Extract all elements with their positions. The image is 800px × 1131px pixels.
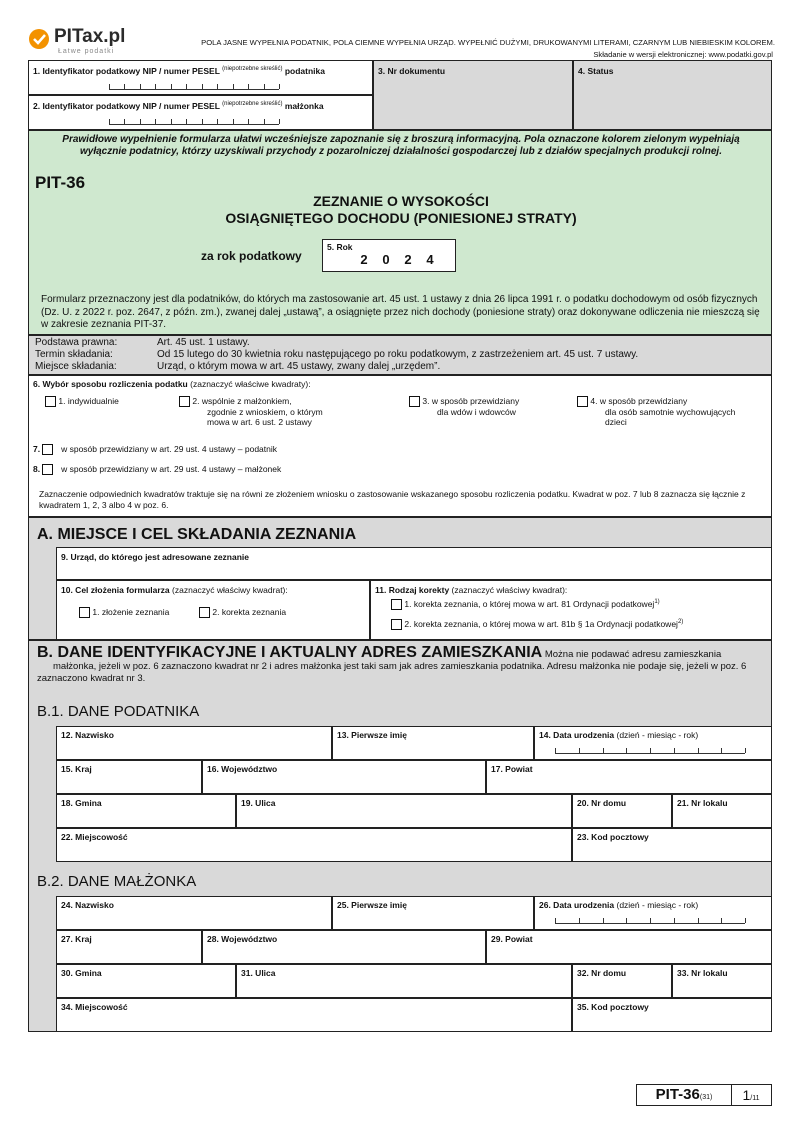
field-34-miejscowosc[interactable]: 34. Miejscowość bbox=[56, 998, 572, 1032]
tick-mark bbox=[279, 119, 280, 124]
option-korekta-81[interactable]: 1. korekta zeznania, o której mowa w art. 81 Ordynacji podatkowej$^{1)}$ bbox=[391, 599, 660, 610]
form-title-line2: OSIĄGNIĘTEGO DOCHODU (PONIESIONEJ STRATY) bbox=[225, 210, 577, 226]
nip-ticks bbox=[109, 118, 279, 125]
section-b2-title: B.2. DANE MAŁŻONKA bbox=[37, 873, 197, 890]
field-3-nr-dokumentu: 3. Nr dokumentu bbox=[373, 60, 573, 130]
checkbox[interactable] bbox=[199, 607, 210, 618]
tick-mark bbox=[217, 84, 218, 89]
legal-info: Podstawa prawna: Art. 45 ust. 1 ustawy. Termin składania: Od 15 lutego do 30 kwietnia roku następującego po roku podatkowym, z zastrzeżeniem art. 45 ust. 7 ustawy. Miejsce składania: Urząd, o którym mowa w art. 45 ustawy, zwany dalej „urzędem”. bbox=[28, 335, 772, 375]
field-20-nr-domu[interactable]: 20. Nr domu bbox=[572, 794, 672, 828]
checkbox[interactable] bbox=[42, 444, 53, 455]
tick-mark bbox=[626, 748, 627, 753]
tick-mark bbox=[745, 748, 746, 753]
field-30-gmina[interactable]: 30. Gmina bbox=[56, 964, 236, 998]
footer-form-code: PIT-36 bbox=[655, 1086, 700, 1103]
tick-mark bbox=[124, 119, 125, 124]
field-2-nip-malzonka[interactable]: 2. Identyfikator podatkowy NIP / numer PESEL $^{(niepotrzebne skreślić)}$ małżonka bbox=[28, 95, 373, 130]
tick-mark bbox=[140, 119, 141, 124]
tick-mark bbox=[233, 84, 234, 89]
checkbox[interactable] bbox=[45, 396, 56, 407]
tick-mark bbox=[171, 119, 172, 124]
tick-mark bbox=[579, 918, 580, 923]
checkbox[interactable] bbox=[179, 396, 190, 407]
logo-subtitle: Łatwe podatki bbox=[58, 48, 115, 55]
field-23-kod-pocztowy[interactable]: 23. Kod pocztowy bbox=[572, 828, 772, 862]
date-ticks bbox=[555, 917, 745, 924]
year-label: za rok podatkowy bbox=[201, 249, 302, 263]
header-electronic: Składanie w wersji elektronicznej: www.podatki.gov.pl bbox=[593, 50, 773, 59]
field-7-podatnik[interactable]: 7. w sposób przewidziany w art. 29 ust. 4 ustawy – podatnik bbox=[33, 444, 278, 454]
footer-form-id bbox=[636, 1084, 772, 1106]
nip-ticks bbox=[109, 83, 279, 90]
field-26-data-urodzenia[interactable]: 26. Data urodzenia (dzień - miesiąc - rok) bbox=[534, 896, 772, 930]
tick-mark bbox=[721, 918, 722, 923]
tick-mark bbox=[698, 748, 699, 753]
tick-mark bbox=[650, 918, 651, 923]
logo-mark-icon bbox=[28, 28, 50, 50]
tick-mark bbox=[650, 748, 651, 753]
tick-mark bbox=[248, 119, 249, 124]
section-a-title: A. MIEJSCE I CEL SKŁADANIA ZEZNANIA bbox=[37, 526, 357, 543]
checkbox[interactable] bbox=[577, 396, 588, 407]
header-instructions: POLA JASNE WYPEŁNIA PODATNIK, POLA CIEMNE WYPEŁNIA URZĄD. WYPEŁNIĆ DUŻYMI, DRUKOWANYMI LITERAMI, CZARNYM LUB NIEBIESKIM KOLOREM. bbox=[201, 38, 775, 47]
field-22-miejscowosc[interactable]: 22. Miejscowość bbox=[56, 828, 572, 862]
year-digit: 2 bbox=[360, 252, 368, 267]
tick-mark bbox=[279, 84, 280, 89]
tick-mark bbox=[124, 84, 125, 89]
tick-mark bbox=[140, 84, 141, 89]
field-21-nr-lokalu[interactable]: 21. Nr lokalu bbox=[672, 794, 772, 828]
tick-mark bbox=[264, 119, 265, 124]
tick-mark bbox=[109, 119, 110, 124]
year-digit: 0 bbox=[382, 252, 390, 267]
choice-note: Zaznaczenie odpowiednich kwadratów traktuje się na równi ze złożeniem wniosku o zastosowanie wskazanego sposobu rozliczenia podatku. Kwadrat w poz. 7 lub 8 zaznacza się łącznie z kwadratem 1, 2, 3 albo 4 w poz. 6. bbox=[39, 489, 746, 510]
field-11-rodzaj-korekty: 11. Rodzaj korekty (zaznaczyć właściwy kwadrat): 1. korekta zeznania, o której mowa w art. 81 Ordynacji podatkowej$^{1)}$ 2. korekta zeznania, o której mowa w art. 81b § 1a Ordynacji podatkowej$^{2)}$ bbox=[370, 580, 772, 640]
field-1-nip-podatnika[interactable]: 1. Identyfikator podatkowy NIP / numer PESEL $^{(niepotrzebne skreślić)}$ podatnika bbox=[28, 60, 373, 95]
form-title-line1: ZEZNANIE O WYSOKOŚCI bbox=[313, 193, 489, 209]
tick-mark bbox=[579, 748, 580, 753]
tick-mark bbox=[555, 918, 556, 923]
date-ticks bbox=[555, 747, 745, 754]
form-description: Formularz przeznaczony jest dla podatników, do których ma zastosowanie art. 45 ust. 1 ustawy z dnia 26 lipca 1991 r. o podatku dochodowym od osób fizycznych (Dz. U. z 2022 r. poz. 2647, z późn. zm.), zwanej dalej „ustawą”, a osiągnięte przez nich dochody (poniesione straty) oraz dokonywane odliczenia nie mieszczą się w zakresie zeznania PIT-37. bbox=[41, 294, 760, 330]
checkbox[interactable] bbox=[79, 607, 90, 618]
field-18-gmina[interactable]: 18. Gmina bbox=[56, 794, 236, 828]
tick-mark bbox=[555, 748, 556, 753]
field-17-powiat[interactable]: 17. Powiat bbox=[486, 760, 772, 794]
field-12-nazwisko[interactable]: 12. Nazwisko bbox=[56, 726, 332, 760]
option-3-wdowcy[interactable]: 3. w sposób przewidziany dla wdów i wdowców bbox=[409, 396, 519, 417]
checkbox[interactable] bbox=[391, 599, 402, 610]
green-info-block bbox=[28, 130, 772, 335]
tick-mark bbox=[155, 119, 156, 124]
tick-mark bbox=[202, 84, 203, 89]
option-korekta[interactable]: 2. korekta zeznania bbox=[199, 607, 286, 618]
section-b1-title: B.1. DANE PODATNIKA bbox=[37, 703, 200, 720]
field-27-kraj[interactable]: 27. Kraj bbox=[56, 930, 202, 964]
option-korekta-81b[interactable]: 2. korekta zeznania, o której mowa w art. 81b § 1a Ordynacji podatkowej$^{2)}$ bbox=[391, 619, 683, 630]
field-13-imie[interactable]: 13. Pierwsze imię bbox=[332, 726, 534, 760]
field-16-wojewodztwo[interactable]: 16. Województwo bbox=[202, 760, 486, 794]
checkbox[interactable] bbox=[42, 464, 53, 475]
tick-mark bbox=[248, 84, 249, 89]
tick-mark bbox=[171, 84, 172, 89]
tick-mark bbox=[674, 918, 675, 923]
logo bbox=[28, 24, 138, 60]
option-1-indywidualnie[interactable]: 1. indywidualnie bbox=[45, 396, 119, 407]
field-9-urzad[interactable]: 9. Urząd, do którego jest adresowane zeznanie bbox=[56, 547, 772, 580]
tick-mark bbox=[626, 918, 627, 923]
year-digits bbox=[353, 252, 441, 267]
field-5-rok[interactable]: 5. Rok 2 0 2 4 bbox=[322, 239, 456, 272]
checkbox[interactable] bbox=[409, 396, 420, 407]
field-32-nr-domu[interactable]: 32. Nr domu bbox=[572, 964, 672, 998]
field-33-nr-lokalu[interactable]: 33. Nr lokalu bbox=[672, 964, 772, 998]
field-31-ulica[interactable]: 31. Ulica bbox=[236, 964, 572, 998]
section-b-header: B. DANE IDENTYFIKACYJNE I AKTUALNY ADRES ZAMIESZKANIA Można nie podawać adresu zamieszkania małżonka, jeżeli w poz. 6 zaznaczono kwadrat nr 2 i adres małżonka jest taki sam jak adres zamieszkania podatnika. Adresu małżonka nie podaje się, jeżeli w poz. 6 zaznaczono kwadrat nr 3. bbox=[37, 644, 747, 684]
field-29-powiat[interactable]: 29. Powiat bbox=[486, 930, 772, 964]
year-digit: 4 bbox=[426, 252, 434, 267]
field-25-imie[interactable]: 25. Pierwsze imię bbox=[332, 896, 534, 930]
tick-mark bbox=[186, 84, 187, 89]
year-digit: 2 bbox=[404, 252, 412, 267]
tick-mark bbox=[603, 748, 604, 753]
field-19-ulica[interactable]: 19. Ulica bbox=[236, 794, 572, 828]
tick-mark bbox=[674, 748, 675, 753]
form-code: PIT-36 bbox=[35, 173, 86, 192]
field-28-wojewodztwo[interactable]: 28. Województwo bbox=[202, 930, 486, 964]
tick-mark bbox=[264, 84, 265, 89]
tick-mark bbox=[721, 748, 722, 753]
field-8-malzonek[interactable]: 8. w sposób przewidziany w art. 29 ust. 4 ustawy – małżonek bbox=[33, 464, 282, 474]
field-6-sposob-rozliczenia: 6. Wybór sposobu rozliczenia podatku (zaznaczyć właściwe kwadraty): 1. indywidualnie 2. wspólnie z małżonkiem, zgodnie z wnioskiem, o którym mowa w art. 6 ust. 2 ustawy 3. w sposób przewidziany dla wdów i wdowców 4. w sposób przewidziany dla osób samotnie wychowujących dzieci 7. w sposób przewidziany w art. 29 ust. 4 ustawy – podatnik 8. w sposób przewidziany w art. 29 ust. 4 ustawy – małżonek Zaznaczenie odpowiednich kwadratów traktuje się na równi ze złożeniem wniosku o zastosowanie wskazanego sposobu rozliczenia podatku. Kwadrat w poz. 7 lub 8 zaznacza się łącznie z kwadratem 1, 2, 3 albo 4 w poz. 6. bbox=[28, 375, 772, 517]
logo-text: PITax.pl bbox=[54, 26, 126, 47]
tick-mark bbox=[186, 119, 187, 124]
footer-total: /11 bbox=[750, 1095, 760, 1102]
field-4-status: 4. Status bbox=[573, 60, 772, 130]
field-15-kraj[interactable]: 15. Kraj bbox=[56, 760, 202, 794]
field-14-data-urodzenia[interactable]: 14. Data urodzenia (dzień - miesiąc - rok) bbox=[534, 726, 772, 760]
tick-mark bbox=[233, 119, 234, 124]
intro-text: Prawidłowe wypełnienie formularza ułatwi wcześniejsze zapoznanie się z broszurą informacyjną. Pola oznaczone kolorem zielonym wypełniają wyłącznie podatnicy, którzy uzyskiwali przychody z pozarolniczej działalności gospodarczej lub z działów specjalnych produkcji rolnej. bbox=[62, 134, 740, 157]
field-35-kod-pocztowy[interactable]: 35. Kod pocztowy bbox=[572, 998, 772, 1032]
field-10-cel: 10. Cel złożenia formularza (zaznaczyć właściwy kwadrat): 1. złożenie zeznania 2. korekta zeznania bbox=[56, 580, 370, 640]
footer-version: (31) bbox=[699, 1094, 713, 1101]
option-zlozenie[interactable]: 1. złożenie zeznania bbox=[79, 607, 169, 618]
tick-mark bbox=[202, 119, 203, 124]
tick-mark bbox=[698, 918, 699, 923]
tick-mark bbox=[603, 918, 604, 923]
tick-mark bbox=[155, 84, 156, 89]
option-4-samotnie-wychowujacy[interactable]: 4. w sposób przewidziany dla osób samotnie wychowujących dzieci bbox=[577, 396, 735, 427]
checkbox[interactable] bbox=[391, 619, 402, 630]
tick-mark bbox=[109, 84, 110, 89]
tick-mark bbox=[217, 119, 218, 124]
field-24-nazwisko[interactable]: 24. Nazwisko bbox=[56, 896, 332, 930]
tick-mark bbox=[745, 918, 746, 923]
option-2-wspolnie[interactable]: 2. wspólnie z małżonkiem, zgodnie z wnioskiem, o którym mowa w art. 6 ust. 2 ustawy bbox=[179, 396, 323, 427]
footer-page: 1 bbox=[742, 1087, 751, 1103]
